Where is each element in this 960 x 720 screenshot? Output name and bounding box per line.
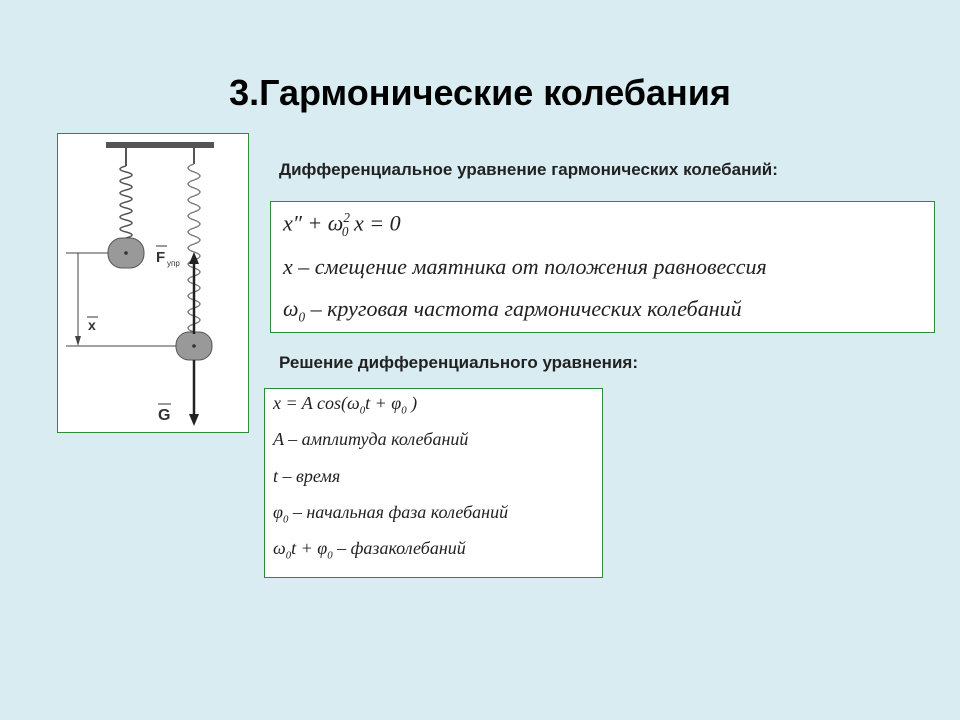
slide-title: 3.Гармонические колебания bbox=[229, 72, 731, 113]
differential-heading: Дифференциальное уравнение гармонических колебаний: bbox=[279, 160, 778, 179]
time-definition: t – время bbox=[273, 466, 341, 486]
solution-equation: x = A $\cos(\omega_0t + \varphi_0$ ) bbox=[273, 393, 418, 417]
phase-definition: $\omega_0t + \varphi_0$ – фазаколебаний bbox=[273, 538, 466, 562]
spring-pendulum-diagram bbox=[57, 133, 249, 433]
force-subscript: упр bbox=[167, 259, 180, 268]
force-label: F bbox=[156, 249, 166, 266]
displacement-label: x bbox=[88, 317, 96, 333]
ceiling-bar bbox=[106, 142, 214, 148]
spring-pendulum-illustration bbox=[58, 134, 248, 432]
displacement-arrow bbox=[75, 336, 81, 346]
solution-heading: Решение дифференциального уравнения: bbox=[279, 353, 638, 372]
gravity-label: G bbox=[158, 407, 171, 424]
amplitude-definition: A – амплитуда колебаний bbox=[273, 429, 469, 449]
gravity-arrow bbox=[189, 414, 199, 426]
differential-equation-box bbox=[270, 201, 935, 333]
left-spring bbox=[120, 166, 132, 250]
initial-phase-definition: $\varphi_0$ – начальная фаза колебаний bbox=[273, 502, 509, 526]
differential-equation: $x'' + \omega^2_0$ x = 0 bbox=[283, 210, 401, 239]
angular-frequency-definition: $\omega_0$ – круговая частота гармонических колебаний bbox=[283, 296, 742, 325]
solution-box bbox=[264, 388, 603, 578]
displacement-definition: x – смещение маятника от положения равновессия bbox=[283, 254, 767, 279]
